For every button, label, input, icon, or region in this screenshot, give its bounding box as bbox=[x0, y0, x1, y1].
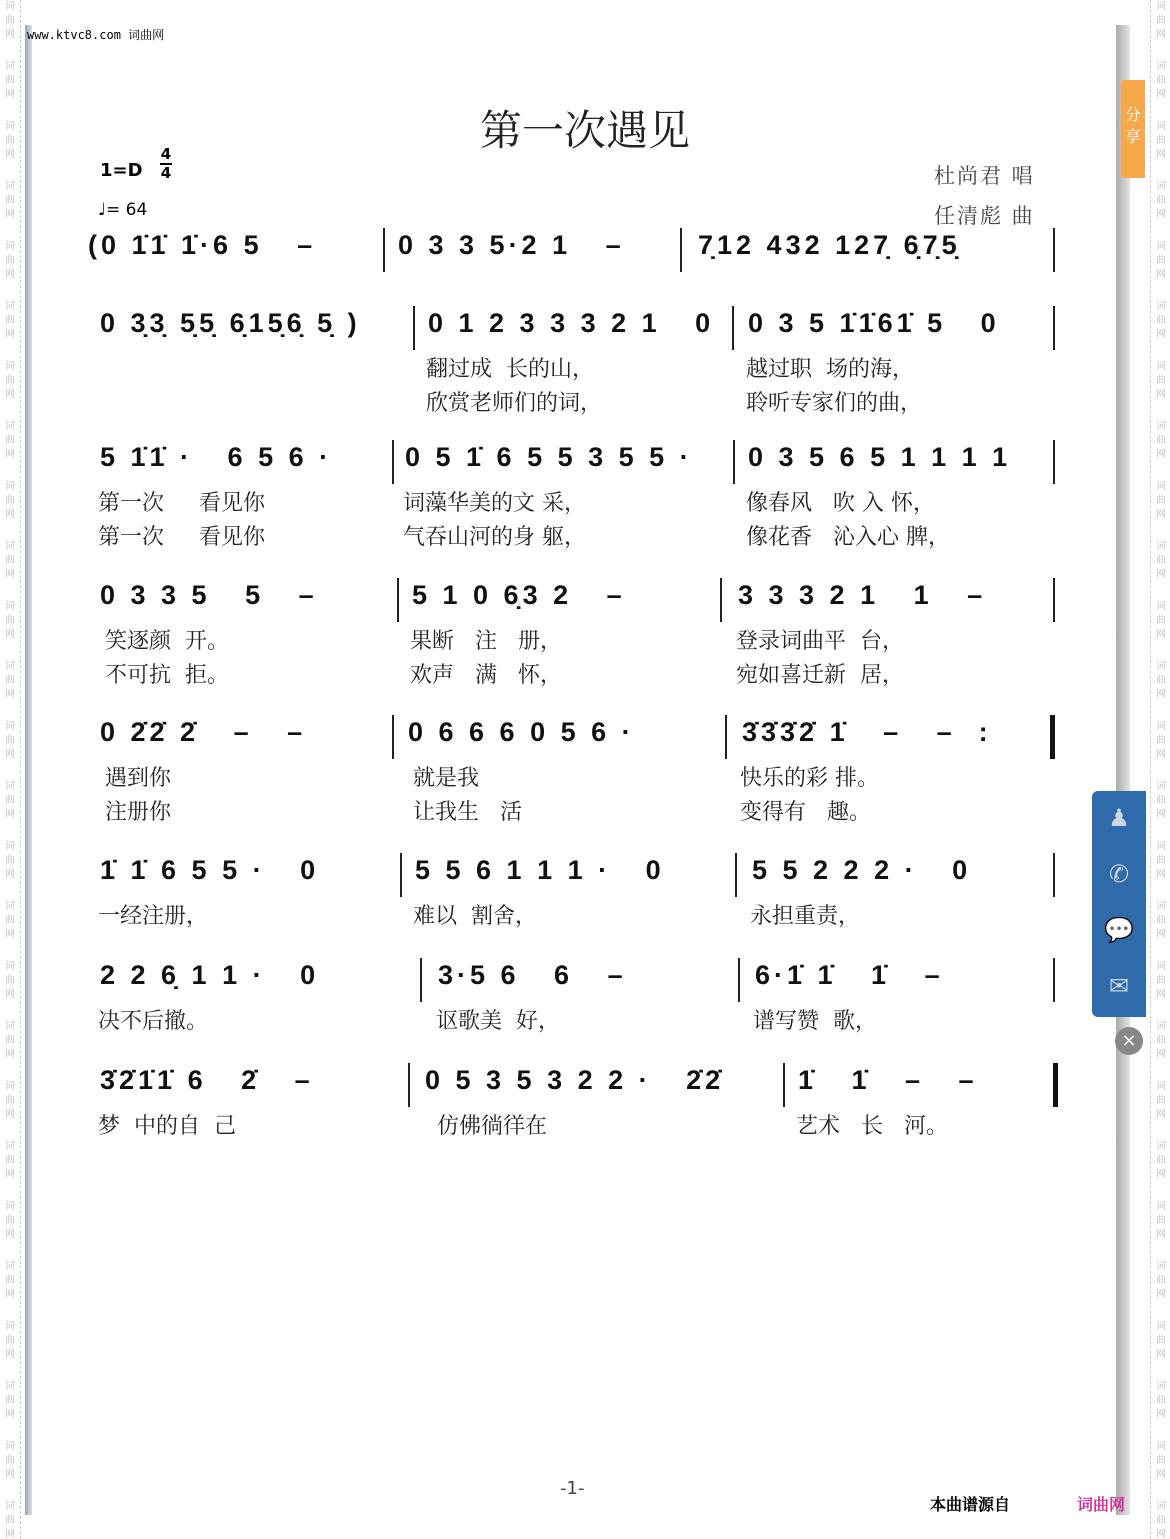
measure-notes: 0 3 5 1̇1̇61̇ 5 0 bbox=[748, 308, 1000, 338]
watermark-text: 词曲网 bbox=[1156, 841, 1166, 880]
watermark-text: 词曲网 bbox=[1156, 61, 1166, 100]
watermark-text: 词曲网 bbox=[1156, 1201, 1166, 1240]
measure-notes: 3̇3̇3̇2̇ 1̇ – – : bbox=[742, 717, 992, 747]
barline bbox=[1053, 853, 1055, 897]
watermark-text: 词曲网 bbox=[5, 181, 15, 220]
lyric-line: 像花香 沁入心 脾， bbox=[746, 525, 950, 550]
watermark-text: 词曲网 bbox=[5, 901, 15, 940]
measure-notes: 7̣12 432 127̣ 6̣7̣5̣ bbox=[698, 230, 961, 260]
lyric-line: 快乐的彩 排。 bbox=[740, 766, 879, 791]
barline bbox=[1053, 440, 1055, 484]
barline bbox=[1053, 306, 1055, 350]
watermark-text: 词曲网 bbox=[1156, 601, 1166, 640]
measure-notes: 3 3 3 2 1 1 – bbox=[738, 580, 987, 610]
measure-notes: 0 3 3 5·2 1 – bbox=[398, 230, 625, 260]
lyric-line: 永担重责， bbox=[750, 904, 861, 929]
barline bbox=[408, 1063, 410, 1107]
lyric-line: 宛如喜迁新 居， bbox=[736, 663, 904, 688]
measure-notes: (0 1̇1̇ 1̇·6 5 – bbox=[88, 230, 317, 260]
page-edge bbox=[25, 25, 32, 1515]
barline bbox=[397, 578, 399, 622]
lyric-line: 欣赏老师们的词， bbox=[426, 391, 603, 416]
site-header: www.ktvc8.com 词曲网 bbox=[27, 28, 165, 42]
watermark-text: 词曲网 bbox=[5, 1321, 15, 1360]
page-number: -1- bbox=[560, 1478, 585, 1499]
tempo-mark: ♩= 64 bbox=[98, 200, 148, 220]
source-brand-link[interactable]: 词曲网 bbox=[1077, 1495, 1126, 1514]
watermark-text: 词曲网 bbox=[5, 1, 15, 40]
barline bbox=[1053, 958, 1055, 1002]
final-barline bbox=[1053, 1063, 1058, 1107]
page-title: 第一次遇见 bbox=[479, 106, 690, 155]
watermark-text: 词曲网 bbox=[1156, 181, 1166, 220]
watermark-text: 词曲网 bbox=[1156, 1021, 1166, 1060]
watermark-text: 词曲网 bbox=[1156, 661, 1166, 700]
barline bbox=[738, 958, 740, 1002]
watermark-text: 词曲网 bbox=[5, 1441, 15, 1480]
watermark-text: 词曲网 bbox=[1156, 781, 1166, 820]
watermark-text: 词曲网 bbox=[1156, 961, 1166, 1000]
barline bbox=[725, 715, 727, 759]
barline bbox=[720, 578, 722, 622]
measure-notes: 0 3 5 6 5 1 1 1 1 bbox=[748, 442, 1012, 472]
scrollbar[interactable] bbox=[1116, 25, 1130, 1515]
social-panel bbox=[1092, 791, 1146, 1017]
watermark-text: 词曲网 bbox=[5, 721, 15, 760]
lyric-line: 词藻华美的文 采， bbox=[403, 491, 586, 516]
measure-notes: 3̇2̇1̇1̇ 6 2̇ – bbox=[100, 1065, 314, 1095]
watermark-text: 词曲网 bbox=[1156, 901, 1166, 940]
watermark-text: 词曲网 bbox=[1156, 1261, 1166, 1300]
barline bbox=[680, 228, 682, 272]
wechat-icon[interactable]: 💬 bbox=[1104, 916, 1134, 944]
barline bbox=[392, 715, 394, 759]
watermark-text: 词曲网 bbox=[1156, 1141, 1166, 1180]
measure-notes: 5 5 2 2 2 · 0 bbox=[752, 855, 972, 885]
lyric-line: 难以 割舍， bbox=[413, 904, 537, 929]
lyric-line: 登录词曲平 台， bbox=[736, 629, 904, 654]
lyric-line: 第一次 看见你 bbox=[98, 525, 265, 550]
lyric-line: 一经注册， bbox=[98, 904, 209, 929]
watermark-text: 词曲网 bbox=[5, 841, 15, 880]
mail-icon[interactable]: ✉ bbox=[1108, 972, 1130, 1000]
watermark-text: 词曲网 bbox=[5, 781, 15, 820]
barline bbox=[383, 228, 385, 272]
lyric-line: 就是我 bbox=[406, 766, 479, 791]
measure-notes: 0 6 6 6 0 5 6 · bbox=[408, 717, 635, 747]
watermark-text: 词曲网 bbox=[1156, 1441, 1166, 1480]
time-signature bbox=[160, 146, 172, 182]
watermark-text: 词曲网 bbox=[5, 1501, 15, 1539]
watermark-text: 词曲网 bbox=[1156, 541, 1166, 580]
measure-notes: 2 2 6̣ 1 1 · 0 bbox=[100, 960, 320, 990]
barline bbox=[413, 306, 415, 350]
key-signature: 1=D bbox=[100, 160, 143, 181]
measure-notes: 1̇ 1̇ – – bbox=[798, 1065, 978, 1095]
watermark-text: 词曲网 bbox=[5, 1081, 15, 1120]
watermark-text: 词曲网 bbox=[5, 1261, 15, 1300]
watermark-text: 词曲网 bbox=[1156, 721, 1166, 760]
barline bbox=[783, 1063, 785, 1107]
lyric-line: 变得有 趣。 bbox=[740, 800, 871, 825]
repeat-barline bbox=[1050, 715, 1055, 759]
watermark-text: 词曲网 bbox=[5, 1141, 15, 1180]
qq-icon[interactable]: ♟ bbox=[1108, 804, 1130, 832]
measure-notes: 1̇ 1̇ 6 5 5 · 0 bbox=[100, 855, 320, 885]
lyric-line: 梦 中的自 己 bbox=[98, 1114, 236, 1139]
watermark-text: 词曲网 bbox=[1156, 481, 1166, 520]
lyric-line: 艺术 长 河。 bbox=[796, 1114, 948, 1139]
barline bbox=[392, 440, 394, 484]
watermark-text: 词曲网 bbox=[1156, 121, 1166, 160]
share-button[interactable]: 分享 bbox=[1121, 80, 1145, 178]
composer-credit: 任清彪 曲 bbox=[934, 204, 1035, 228]
watermark-text: 词曲网 bbox=[5, 61, 15, 100]
watermark-text: 词曲网 bbox=[5, 961, 15, 1000]
time-top: 4 bbox=[160, 145, 172, 163]
watermark-text: 词曲网 bbox=[5, 301, 15, 340]
time-bottom: 4 bbox=[160, 164, 172, 182]
watermark-text: 词曲网 bbox=[1156, 1501, 1166, 1539]
watermark-text: 词曲网 bbox=[1156, 301, 1166, 340]
measure-notes: 0 5 1̇ 6 5 5 3 5 5 · bbox=[405, 442, 693, 472]
lyric-line: 仿佛徜徉在 bbox=[423, 1114, 547, 1139]
lyric-line: 不可抗 拒。 bbox=[98, 663, 229, 688]
lyric-line: 遇到你 bbox=[98, 766, 171, 791]
watermark-left bbox=[0, 0, 21, 1539]
barline bbox=[400, 853, 402, 897]
barline bbox=[1053, 578, 1055, 622]
lyric-line: 气吞山河的身 躯， bbox=[403, 525, 586, 550]
measure-notes: 3·5 6 6 – bbox=[438, 960, 627, 990]
watermark-text: 词曲网 bbox=[5, 481, 15, 520]
measure-notes: 0 3 3 5 5 – bbox=[100, 580, 318, 610]
watermark-text: 词曲网 bbox=[5, 541, 15, 580]
watermark-text: 词曲网 bbox=[1156, 1, 1166, 40]
watermark-text: 词曲网 bbox=[5, 661, 15, 700]
barline bbox=[420, 958, 422, 1002]
lyric-line: 欢声 满 怀， bbox=[410, 663, 562, 688]
lyric-line: 让我生 活 bbox=[406, 800, 522, 825]
measure-notes: 5 5 6 1 1 1 · 0 bbox=[415, 855, 665, 885]
barline bbox=[1053, 228, 1055, 272]
watermark-text: 词曲网 bbox=[1156, 1321, 1166, 1360]
watermark-text: 词曲网 bbox=[5, 601, 15, 640]
measure-notes: 0 2̇2̇ 2̇ – – bbox=[100, 717, 307, 747]
watermark-text: 词曲网 bbox=[1156, 421, 1166, 460]
phone-icon[interactable]: ✆ bbox=[1108, 860, 1130, 888]
barline bbox=[733, 440, 735, 484]
lyric-line: 谱写赞 歌， bbox=[753, 1009, 877, 1034]
measure-notes: 5 1̇1̇ · 6 5 6 · bbox=[100, 442, 333, 472]
watermark-text: 词曲网 bbox=[1156, 1081, 1166, 1120]
source-label: 本曲谱源自 bbox=[930, 1495, 1011, 1514]
lyric-line: 翻过成 长的山， bbox=[426, 357, 594, 382]
watermark-text: 词曲网 bbox=[5, 121, 15, 160]
lyric-line: 像春风 吹 入 怀， bbox=[746, 491, 935, 516]
lyric-line: 笑逐颜 开。 bbox=[98, 629, 229, 654]
watermark-text: 词曲网 bbox=[1156, 241, 1166, 280]
lyric-line: 讴歌美 好， bbox=[436, 1009, 560, 1034]
measure-notes: 5 1 0 6̣3 2 – bbox=[412, 580, 626, 610]
lyric-line: 第一次 看见你 bbox=[98, 491, 265, 516]
measure-notes: 6·1̇ 1̇ 1̇ – bbox=[755, 960, 944, 990]
lyric-line: 聆听专家们的曲， bbox=[746, 391, 923, 416]
lyric-line: 注册你 bbox=[98, 800, 171, 825]
watermark-right bbox=[1150, 0, 1170, 1539]
barline bbox=[732, 306, 734, 350]
watermark-text: 词曲网 bbox=[5, 1201, 15, 1240]
watermark-text: 词曲网 bbox=[1156, 361, 1166, 400]
close-icon[interactable]: × bbox=[1115, 1027, 1143, 1055]
measure-notes: 0 3̣3̣ 5̣5̣ 6̣15̣6̣ 5̣ ) bbox=[100, 308, 361, 338]
watermark-text: 词曲网 bbox=[1156, 1381, 1166, 1420]
watermark-text: 词曲网 bbox=[5, 421, 15, 460]
measure-notes: 0 1 2 3 3 3 2 1 0 bbox=[428, 308, 715, 338]
lyric-line: 越过职 场的海， bbox=[746, 357, 914, 382]
singer-credit: 杜尚君 唱 bbox=[934, 164, 1035, 188]
measure-notes: 0 5 3 5 3 2 2 · 2̇2̇ bbox=[425, 1065, 725, 1095]
lyric-line: 果断 注 册， bbox=[410, 629, 562, 654]
barline bbox=[735, 853, 737, 897]
watermark-text: 词曲网 bbox=[5, 1021, 15, 1060]
watermark-text: 词曲网 bbox=[5, 241, 15, 280]
watermark-text: 词曲网 bbox=[5, 1381, 15, 1420]
lyric-line: 决不后撤。 bbox=[98, 1009, 209, 1034]
watermark-text: 词曲网 bbox=[5, 361, 15, 400]
